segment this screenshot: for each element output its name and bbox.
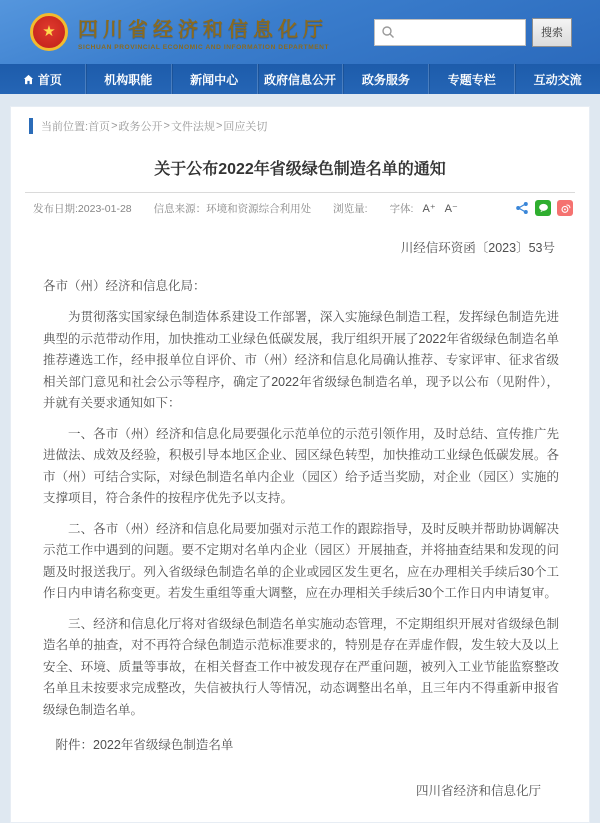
nav-item-label: 政府信息公开	[264, 72, 337, 87]
search-input[interactable]	[395, 20, 525, 45]
share-icon[interactable]	[515, 201, 529, 215]
breadcrumb-accent-bar	[29, 118, 33, 134]
nav-item-label: 专题专栏	[447, 72, 496, 87]
font-decrease-button[interactable]: A⁻	[444, 202, 458, 215]
paragraph: 二、各市（州）经济和信息化局要加强对示范工作的跟踪指导，及时反映并帮助协调解决示范工作中遇到的问题。要不定期对名单内企业（园区）开展抽查，并将抽查结果和发现的问题及时报送我厅。列入省级绿色制造名单的企业或园区发生更名，应在办理相关手续后30个工作日内申请名称变更。若发生重组等重大调整，应在办理相关手续后30个工作日内申请复审。	[43, 521, 559, 600]
nav-item-label: 首页	[37, 72, 62, 87]
share-toolbar	[508, 200, 573, 216]
nav-item-home[interactable]	[0, 64, 85, 94]
site-title: 四川省经济和信息化厅	[78, 19, 328, 41]
nav-item-services[interactable]	[342, 64, 428, 94]
weibo-share-icon[interactable]	[557, 200, 573, 216]
font-increase-button[interactable]: A⁺	[422, 202, 436, 215]
paragraph: 一、各市（州）经济和信息化局要强化示范单位的示范引领作用，及时总结、宣传推广先进做法、成效及经验，积极引导本地区企业、园区绿色转型，加快推动工业绿色低碳发展。各市（州）可结合实际，对绿色制造名单内企业（园区）给予适当奖励，对企业（园区）实施的支撑项目，符合条件的按程序优先予以支持。	[43, 426, 559, 505]
info-source: 信息来源：环境和资源综合利用处	[153, 202, 312, 215]
article-body	[11, 222, 589, 802]
wechat-share-icon[interactable]	[535, 200, 551, 216]
attachment-row	[43, 735, 559, 757]
site-header	[0, 0, 600, 64]
site-brand	[30, 13, 329, 51]
paragraph: 三、经济和信息化厅将对省级绿色制造名单实施动态管理，不定期组织开展对省级绿色制造名单的抽查，对不再符合绿色制造示范标准要求的，特别是存在弄虚作假，发生较大及以上安全、环境、质量等事故，在相关督查工作中被发现存在严重问题，被列入工业节能监察整改名单且未按要求完成整改，失信被执行人等情况，动态调整出名单，且三年内不得重新申报省级绿色制造名单。	[43, 616, 559, 717]
search-button[interactable]: 搜索	[532, 18, 572, 47]
issuer-signature: 四川省经济和信息化厅	[415, 783, 541, 798]
brand-text	[78, 13, 329, 51]
breadcrumb-link-responses[interactable]: 回应关切	[223, 121, 268, 133]
nav-item-interaction[interactable]	[514, 64, 600, 94]
page-title: 关于公布2022年省级绿色制造名单的通知	[154, 161, 446, 178]
attachment-link[interactable]: 2022年省级绿色制造名单	[93, 738, 234, 752]
main-nav	[0, 64, 600, 94]
breadcrumb-link-home[interactable]: 首页	[88, 121, 111, 133]
breadcrumb-prefix: 当前位置:	[41, 121, 89, 133]
home-icon	[23, 74, 34, 85]
nav-item-functions[interactable]	[85, 64, 171, 94]
breadcrumb-link-documents[interactable]: 文件法规	[170, 121, 215, 133]
document-number: 川经信环资函〔2023〕53号	[400, 241, 555, 255]
national-emblem-icon: ★	[30, 13, 68, 51]
paragraph: 为贯彻落实国家绿色制造体系建设工作部署，深入实施绿色制造工程，发挥绿色制造先进典型的示范带动作用，加快推动工业绿色低碳发展，我厅组织开展了2022年省级绿色制造名单推荐遴选工作，经申报单位自评价、市（州）经济和信息化局确认推荐、专家评审、征求省级相关部门意见和社会公示等程序，确定了2022年省级绿色制造名单，现予以公布（见附件），并就有关要求通知如下：	[43, 310, 559, 410]
nav-item-label: 新闻中心	[190, 72, 239, 87]
nav-item-gov-info[interactable]	[257, 64, 343, 94]
salutation: 各市（州）经济和信息化局：	[43, 278, 206, 293]
search-box	[374, 19, 526, 46]
publish-date: 发布日期:2023-01-28	[33, 202, 132, 215]
nav-item-topics[interactable]	[428, 64, 514, 94]
nav-item-news[interactable]	[171, 64, 257, 94]
article-meta	[11, 193, 589, 222]
view-count: 浏览量:	[333, 202, 368, 215]
font-size-controls: 字体: A⁺ A⁻	[389, 202, 458, 215]
search-icon	[381, 25, 395, 39]
search-area	[374, 18, 572, 47]
nav-item-label: 机构职能	[104, 72, 153, 87]
content-card	[10, 106, 590, 823]
breadcrumb: 当前位置: 首页 > 政务公开 > 文件法规 > 回应关切	[11, 107, 589, 143]
breadcrumb-link-gov-open[interactable]: 政务公开	[118, 121, 163, 133]
site-subtitle: SICHUAN PROVINCIAL ECONOMIC AND INFORMATION DEPARTMENT	[78, 44, 330, 51]
attachment-label: 附件：	[55, 738, 94, 752]
nav-item-label: 政务服务	[361, 72, 410, 87]
nav-item-label: 互动交流	[533, 72, 582, 87]
